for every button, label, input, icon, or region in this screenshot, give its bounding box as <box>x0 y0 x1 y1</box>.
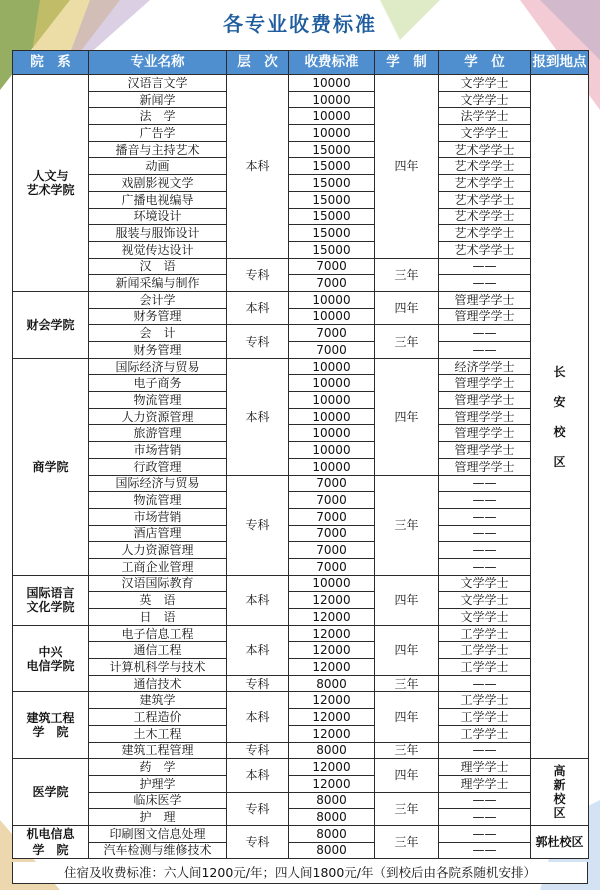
table-row <box>13 175 589 192</box>
table-row <box>13 442 589 459</box>
college-intl-language <box>13 575 89 625</box>
table-row <box>13 492 589 509</box>
level-cell: 本科 <box>227 759 289 792</box>
fee-cell: 10000 <box>289 358 375 375</box>
table-row <box>13 408 589 425</box>
degree-cell: 文学学士 <box>439 609 531 626</box>
college-name-line: 电信学院 <box>26 658 75 673</box>
fee-cell: 10000 <box>289 308 375 325</box>
fee-cell: 10000 <box>289 375 375 392</box>
major-cell: 工商企业管理 <box>89 558 227 575</box>
degree-cell: 管理学学士 <box>439 425 531 442</box>
degree-cell: 工学学士 <box>439 725 531 742</box>
fee-cell: 7000 <box>289 525 375 542</box>
degree-cell: —— <box>439 475 531 492</box>
major-cell: 护理学 <box>89 775 227 792</box>
table-row <box>13 275 589 292</box>
degree-cell: —— <box>439 492 531 509</box>
college-zte-telecom <box>13 625 89 692</box>
table-row <box>13 692 589 709</box>
duration-cell: 三年 <box>375 825 439 858</box>
table-row <box>13 625 589 642</box>
table-row <box>13 125 589 142</box>
major-cell: 汉 语 <box>89 258 227 275</box>
fee-cell: 8000 <box>289 675 375 692</box>
campus-changan <box>531 75 589 759</box>
major-cell: 物流管理 <box>89 492 227 509</box>
fee-cell: 12000 <box>289 775 375 792</box>
table-row <box>13 258 589 275</box>
table-row <box>13 592 589 609</box>
major-cell: 会计学 <box>89 291 227 308</box>
table-row <box>13 825 589 842</box>
college-medicine: 医学院 <box>13 759 89 826</box>
header-fee: 收费标准 <box>289 51 375 75</box>
fee-cell: 10000 <box>289 392 375 409</box>
major-cell: 动画 <box>89 158 227 175</box>
degree-cell: —— <box>439 675 531 692</box>
duration-cell: 三年 <box>375 675 439 692</box>
major-cell: 播音与主持艺术 <box>89 141 227 158</box>
degree-cell: —— <box>439 742 531 759</box>
table-row <box>13 642 589 659</box>
duration-cell: 三年 <box>375 258 439 291</box>
level-cell: 专科 <box>227 258 289 291</box>
college-name-line: 学 院 <box>32 725 69 740</box>
major-cell: 建筑学 <box>89 692 227 709</box>
campus-char: 高 <box>553 764 566 779</box>
header-college: 院 系 <box>13 51 89 75</box>
fee-cell: 10000 <box>289 291 375 308</box>
level-cell: 专科 <box>227 675 289 692</box>
major-cell: 会 计 <box>89 325 227 342</box>
table-row <box>13 375 589 392</box>
table-row <box>13 225 589 242</box>
table-row <box>13 742 589 759</box>
fee-cell: 10000 <box>289 408 375 425</box>
fee-cell: 12000 <box>289 759 375 776</box>
table-row <box>13 508 589 525</box>
major-cell: 建筑工程管理 <box>89 742 227 759</box>
fee-cell: 8000 <box>289 792 375 809</box>
duration-cell: 四年 <box>375 759 439 792</box>
table-row <box>13 725 589 742</box>
major-cell: 广告学 <box>89 125 227 142</box>
table-row <box>13 108 589 125</box>
major-cell: 工程造价 <box>89 709 227 726</box>
duration-cell: 四年 <box>375 358 439 475</box>
degree-cell: 管理学学士 <box>439 375 531 392</box>
table-row <box>13 575 589 592</box>
degree-cell: 工学学士 <box>439 709 531 726</box>
degree-cell: 工学学士 <box>439 692 531 709</box>
degree-cell: 理学学士 <box>439 759 531 776</box>
major-cell: 行政管理 <box>89 458 227 475</box>
college-architecture <box>13 692 89 759</box>
fee-cell: 10000 <box>289 425 375 442</box>
table-row <box>13 525 589 542</box>
level-cell: 专科 <box>227 475 289 575</box>
fee-cell: 8000 <box>289 842 375 859</box>
degree-cell: 艺术学学士 <box>439 208 531 225</box>
level-cell: 本科 <box>227 75 289 259</box>
campus-char: 长 <box>553 364 566 379</box>
degree-cell: —— <box>439 809 531 826</box>
fee-cell: 12000 <box>289 709 375 726</box>
fee-cell: 10000 <box>289 75 375 92</box>
major-cell: 酒店管理 <box>89 525 227 542</box>
campus-guodu: 郭杜校区 <box>531 825 589 858</box>
table-row <box>13 325 589 342</box>
table-row <box>13 75 589 92</box>
fee-cell: 15000 <box>289 141 375 158</box>
college-name-line: 人文与 <box>32 168 69 183</box>
table-row <box>13 191 589 208</box>
major-cell: 物流管理 <box>89 392 227 409</box>
duration-cell: 三年 <box>375 742 439 759</box>
fee-cell: 15000 <box>289 191 375 208</box>
major-cell: 财务管理 <box>89 342 227 359</box>
fee-cell: 15000 <box>289 158 375 175</box>
table-row <box>13 141 589 158</box>
college-name-line: 机电信息 <box>26 827 75 842</box>
fee-cell: 8000 <box>289 742 375 759</box>
fee-table <box>12 50 589 859</box>
college-name-line: 文化学院 <box>26 600 75 615</box>
major-cell: 英 语 <box>89 592 227 609</box>
fee-cell: 7000 <box>289 275 375 292</box>
college-finance-accounting: 财会学院 <box>13 291 89 358</box>
fee-cell: 12000 <box>289 659 375 676</box>
degree-cell: —— <box>439 275 531 292</box>
degree-cell: 管理学学士 <box>439 392 531 409</box>
campus-char: 校 <box>553 792 566 807</box>
major-cell: 汉语言文学 <box>89 75 227 92</box>
fee-cell: 7000 <box>289 475 375 492</box>
major-cell: 市场营销 <box>89 442 227 459</box>
fee-cell: 12000 <box>289 725 375 742</box>
table-row <box>13 158 589 175</box>
degree-cell: 管理学学士 <box>439 308 531 325</box>
fee-cell: 7000 <box>289 492 375 509</box>
major-cell: 人力资源管理 <box>89 542 227 559</box>
major-cell: 法 学 <box>89 108 227 125</box>
table-row <box>13 542 589 559</box>
campus-gaoxin <box>531 759 589 826</box>
major-cell: 戏剧影视文学 <box>89 175 227 192</box>
table-row <box>13 709 589 726</box>
fee-cell: 12000 <box>289 592 375 609</box>
college-business: 商学院 <box>13 358 89 575</box>
table-row <box>13 759 589 776</box>
major-cell: 人力资源管理 <box>89 408 227 425</box>
major-cell: 护 理 <box>89 809 227 826</box>
degree-cell: —— <box>439 525 531 542</box>
degree-cell: 管理学学士 <box>439 408 531 425</box>
fee-cell: 10000 <box>289 575 375 592</box>
degree-cell: 艺术学学士 <box>439 191 531 208</box>
major-cell: 服装与服饰设计 <box>89 225 227 242</box>
campus-char: 新 <box>553 778 566 793</box>
degree-cell: —— <box>439 325 531 342</box>
fee-cell: 15000 <box>289 225 375 242</box>
college-name-line: 国际语言 <box>26 586 75 601</box>
table-row <box>13 675 589 692</box>
header-degree: 学 位 <box>439 51 531 75</box>
duration-cell: 四年 <box>375 575 439 625</box>
fee-cell: 10000 <box>289 458 375 475</box>
accommodation-note: 住宿及收费标准：六人间1200元/年；四人间1800元/年（到校后由各院系随机安排） <box>12 862 588 884</box>
fee-cell: 10000 <box>289 442 375 459</box>
major-cell: 新闻学 <box>89 91 227 108</box>
fee-cell: 15000 <box>289 241 375 258</box>
table-row <box>13 392 589 409</box>
degree-cell: —— <box>439 792 531 809</box>
header-level: 层 次 <box>227 51 289 75</box>
degree-cell: 艺术学学士 <box>439 241 531 258</box>
degree-cell: 管理学学士 <box>439 442 531 459</box>
degree-cell: 工学学士 <box>439 642 531 659</box>
duration-cell: 四年 <box>375 692 439 742</box>
duration-cell: 四年 <box>375 75 439 259</box>
major-cell: 环境设计 <box>89 208 227 225</box>
table-row <box>13 842 589 859</box>
level-cell: 专科 <box>227 325 289 358</box>
table-row <box>13 809 589 826</box>
fee-cell: 8000 <box>289 809 375 826</box>
duration-cell: 三年 <box>375 475 439 575</box>
level-cell: 专科 <box>227 792 289 825</box>
major-cell: 财务管理 <box>89 308 227 325</box>
degree-cell: 文学学士 <box>439 592 531 609</box>
level-cell: 本科 <box>227 291 289 324</box>
major-cell: 临床医学 <box>89 792 227 809</box>
major-cell: 国际经济与贸易 <box>89 475 227 492</box>
fee-cell: 10000 <box>289 91 375 108</box>
level-cell: 本科 <box>227 692 289 742</box>
fee-cell: 12000 <box>289 642 375 659</box>
major-cell: 旅游管理 <box>89 425 227 442</box>
degree-cell: 法学学士 <box>439 108 531 125</box>
table-row <box>13 358 589 375</box>
fee-cell: 10000 <box>289 108 375 125</box>
campus-char: 区 <box>553 806 566 821</box>
major-cell: 计算机科学与技术 <box>89 659 227 676</box>
fee-cell: 8000 <box>289 825 375 842</box>
degree-cell: —— <box>439 842 531 859</box>
level-cell: 专科 <box>227 742 289 759</box>
major-cell: 新闻采编与制作 <box>89 275 227 292</box>
degree-cell: 管理学学士 <box>439 291 531 308</box>
major-cell: 通信工程 <box>89 642 227 659</box>
fee-cell: 7000 <box>289 258 375 275</box>
duration-cell: 四年 <box>375 625 439 675</box>
major-cell: 电子信息工程 <box>89 625 227 642</box>
major-cell: 市场营销 <box>89 508 227 525</box>
duration-cell: 三年 <box>375 792 439 825</box>
college-mechatronics <box>13 825 89 858</box>
degree-cell: —— <box>439 825 531 842</box>
fee-cell: 12000 <box>289 609 375 626</box>
header-major: 专业名称 <box>89 51 227 75</box>
table-row <box>13 475 589 492</box>
degree-cell: 经济学学士 <box>439 358 531 375</box>
major-cell: 视觉传达设计 <box>89 241 227 258</box>
table-row <box>13 659 589 676</box>
table-row <box>13 609 589 626</box>
fee-cell: 10000 <box>289 125 375 142</box>
degree-cell: 工学学士 <box>439 625 531 642</box>
table-row <box>13 308 589 325</box>
degree-cell: 理学学士 <box>439 775 531 792</box>
major-cell: 汽车检测与维修技术 <box>89 842 227 859</box>
major-cell: 通信技术 <box>89 675 227 692</box>
table-row <box>13 458 589 475</box>
table-row <box>13 558 589 575</box>
major-cell: 土木工程 <box>89 725 227 742</box>
fee-cell: 7000 <box>289 542 375 559</box>
table-row <box>13 208 589 225</box>
degree-cell: 文学学士 <box>439 575 531 592</box>
fee-cell: 15000 <box>289 175 375 192</box>
fee-cell: 7000 <box>289 508 375 525</box>
college-name-line: 建筑工程 <box>26 711 75 726</box>
table-row <box>13 342 589 359</box>
level-cell: 本科 <box>227 358 289 475</box>
level-cell: 本科 <box>227 625 289 675</box>
table-row <box>13 291 589 308</box>
header-duration: 学 制 <box>375 51 439 75</box>
duration-cell: 四年 <box>375 291 439 324</box>
degree-cell: —— <box>439 342 531 359</box>
degree-cell: 艺术学学士 <box>439 175 531 192</box>
degree-cell: 文学学士 <box>439 125 531 142</box>
fee-cell: 7000 <box>289 342 375 359</box>
campus-char: 区 <box>553 454 566 469</box>
degree-cell: 文学学士 <box>439 91 531 108</box>
table-row <box>13 425 589 442</box>
campus-char: 校 <box>553 424 566 439</box>
campus-char: 安 <box>553 394 566 409</box>
degree-cell: —— <box>439 558 531 575</box>
fee-cell: 7000 <box>289 325 375 342</box>
header-campus: 报到地点 <box>531 51 589 75</box>
major-cell: 日 语 <box>89 609 227 626</box>
degree-cell: —— <box>439 542 531 559</box>
table-header-row <box>13 51 589 75</box>
table-row <box>13 775 589 792</box>
major-cell: 电子商务 <box>89 375 227 392</box>
fee-cell: 7000 <box>289 558 375 575</box>
fee-cell: 12000 <box>289 692 375 709</box>
major-cell: 汉语国际教育 <box>89 575 227 592</box>
college-name-line: 学 院 <box>32 843 69 858</box>
degree-cell: 文学学士 <box>439 75 531 92</box>
degree-cell: 工学学士 <box>439 659 531 676</box>
major-cell: 药 学 <box>89 759 227 776</box>
degree-cell: 艺术学学士 <box>439 141 531 158</box>
major-cell: 国际经济与贸易 <box>89 358 227 375</box>
major-cell: 广播电视编导 <box>89 191 227 208</box>
duration-cell: 三年 <box>375 325 439 358</box>
table-row <box>13 91 589 108</box>
table-row <box>13 792 589 809</box>
fee-cell: 12000 <box>289 625 375 642</box>
college-name-line: 中兴 <box>38 644 63 659</box>
degree-cell: —— <box>439 508 531 525</box>
degree-cell: 管理学学士 <box>439 458 531 475</box>
major-cell: 印刷图文信息处理 <box>89 825 227 842</box>
degree-cell: 艺术学学士 <box>439 158 531 175</box>
fee-cell: 15000 <box>289 208 375 225</box>
level-cell: 本科 <box>227 575 289 625</box>
level-cell: 专科 <box>227 825 289 858</box>
degree-cell: —— <box>439 258 531 275</box>
college-name-line: 艺术学院 <box>26 182 75 197</box>
page-title: 各专业收费标准 <box>223 12 377 36</box>
college-humanities-arts <box>13 75 89 292</box>
degree-cell: 艺术学学士 <box>439 225 531 242</box>
table-row <box>13 241 589 258</box>
